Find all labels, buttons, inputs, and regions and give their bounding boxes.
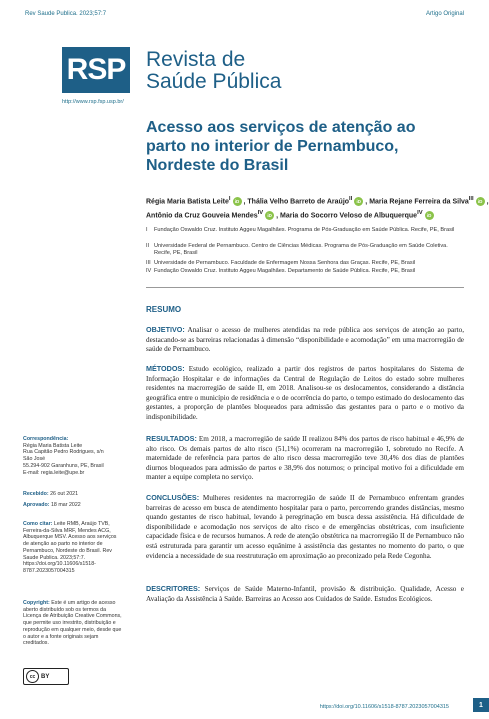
correspondence [23,436,123,476]
correspondence-line: 55.294-902 Garanhuns, PE, Brasil [23,462,104,469]
copyright [23,600,123,647]
received-label: Recebido: [23,491,49,497]
journal-name-line1: Revista de [146,48,246,71]
cite-label: Como citar: [23,521,53,527]
page-number: 1 [473,698,489,712]
correspondence-line: Régia Maria Batista Leite [23,442,83,449]
orcid-icon[interactable]: iD [354,197,363,206]
abstract-methods [146,364,464,423]
author-affil-sup: II [349,196,353,202]
journal-url-link[interactable]: http://www.rsp.fsp.usp.br/ [62,99,124,105]
section-text: Analisar o acesso de mulheres atendidas na rede pública aos serviços de atenção ao parto, destacando-se as barreiras relacionadas à dimensão “disponibilidade e acomodação” em uma macrorregião de saúde de Pernambuco. [146,326,464,354]
author-affil-sup: III [468,196,474,202]
affiliation-text: Fundação Oswaldo Cruz. Instituto Aggeu Magalhães. Programa de Pós-Graduação em Saúde Pública. Recife, PE, Brasil [154,227,455,233]
author-affil-sup: IV [257,210,264,216]
author-name: Régia Maria Batista Leite [146,198,229,206]
approved-date [23,502,123,509]
abstract-descriptors [146,584,464,604]
cc-icon: cc [26,670,39,683]
journal-name-line2: Saúde Pública [146,70,282,93]
section-label: DESCRITORES: [146,584,201,593]
affiliation-number: II [146,243,150,249]
doi-link[interactable]: https://doi.org/10.11606/s1518-8787.2023057004315 [319,704,449,710]
section-label: MÉTODOS: [146,364,185,373]
abstract-objective [146,325,464,355]
authors-line-2: Antônio da Cruz Gouveia Mendes$^{IV}$ iD , Maria do Socorro Veloso de Albuquerque$^{IV}$ iD [146,210,436,220]
affiliation-4 [146,268,466,275]
copyright-text: Este é um artigo de acesso aberto distribuído sob os termos da Licença de Atribuição Creative Commons, que permite uso irrestrito, distribuição e reprodução em qualquer meio, desde que o autor e a fonte originais sejam creditados. [23,600,122,647]
cc-by-license-badge[interactable] [23,668,69,685]
affiliation-text: Fundação Oswaldo Cruz. Instituto Aggeu Magalhães. Departamento de Saúde Pública. Recife, PE, Brasil [154,268,416,274]
authors-line-1: Régia Maria Batista Leite$^I$ iD , Thália Velho Barreto de Araújo$^{II}$ iD , Maria Rejane Ferreira da Silva$^{III}$ iD , [146,196,489,206]
section-label: RESULTADOS: [146,434,197,443]
journal-citation: Rev Saude Publica. 2023;57:7 [25,11,107,17]
affiliation-number: III [146,260,151,266]
orcid-icon[interactable]: iD [265,211,274,220]
correspondence-email[interactable]: E-mail: regia.leite@upe.br [23,469,85,476]
abstract-results [146,434,464,483]
section-text: Estudo ecológico, realizado a partir dos registros de partos hospitalares do Sistema de Informação Hospitalar e de informações da Central de Regulação de Leitos do estado sobre mulheres residentes na macrorregião de saúde II, em 2018. Analisou-se os deslocamentos, considerando a distância geográfica entre o município de residência e o de ocorrência do parto, o tempo estimado do deslocamento das gestantes, a proporção de plantões bloqueados para admissão das gestantes para o parto e o motivo da indisponibilidade. [146,365,464,421]
copyright-label: Copyright: [23,600,50,606]
author-affil-sup: IV [417,210,423,216]
approved-value: 18 mar 2022 [50,502,81,508]
author-affil-sup: I [228,196,231,202]
correspondence-line: São José [23,456,46,463]
received-date [23,491,123,498]
author-name: Antônio da Cruz Gouveia Mendes [146,212,258,220]
correspondence-label: Correspondência: [23,436,69,442]
affiliation-number: IV [146,268,152,274]
journal-logo: RSP [62,47,130,93]
article-title: Acesso aos serviços de atenção ao parto no interior de Pernambuco, Nordeste do Brasil [146,119,416,174]
abstract-heading: RESUMO [146,305,182,314]
abstract-conclusions [146,493,464,561]
article-type: Artigo Original [425,11,464,17]
affiliation-text: Universidade Federal de Pernambuco. Centro de Ciências Médicas. Programa de Pós-Graduação em Saúde Coletiva. Recife, PE, Brasil [154,243,448,256]
affiliation-1 [146,227,466,234]
author-name: Maria Rejane Ferreira da Silva [369,198,469,206]
cite-text: Leite RMB, Araújo TVB, Ferreira-da-Silva MRF, Mendes ACG, Albuquerque MSV. Acesso aos serviços de atenção ao parto no interior de Pernambuco, Nordeste do Brasil. Rev Saude Publica. 2023;57:7. https://doi.org/10.11606/s1518-8787.2023057004315 [23,521,117,574]
orcid-icon[interactable]: iD [425,211,434,220]
how-to-cite [23,521,123,575]
correspondence-line: Rua Capitão Pedro Rodrigues, s/n [23,449,104,456]
section-label: OBJETIVO: [146,325,185,334]
section-text: Em 2018, a macrorregião de saúde II realizou 84% dos partos de risco habitual e 46,9% de alto risco. Os demais partos de alto risco (51,1%) ocorreram na macrorregião I, sobretudo no Recife. A maternidade de referência para partos de alto risco dessa macrorregião teve 30,4% dos dias de plantões diurnos bloqueados para admissão de partos e 38,9% dos noturnos; o principal motivo foi a dificuldade em manter a equipe completa no serviço. [146,435,465,482]
divider [146,287,464,288]
received-value: 26 out 2021 [50,491,79,497]
affiliation-text: Universidade de Pernambuco. Faculdade de Enfermagem Nossa Senhora das Graças. Recife, PE, Brasil [154,260,416,266]
author-name: Maria do Socorro Veloso de Albuquerque [280,212,418,220]
section-label: CONCLUSÕES: [146,493,200,502]
by-label: BY [41,673,50,680]
affiliation-3 [146,260,466,267]
section-text: Mulheres residentes na macrorregião de saúde II de Pernambuco enfrentam grandes barreiras de acesso em busca de atendimento hospitalar para o parto, percorrendo grandes distâncias, mesmo quando gestantes de risco habitual, levando à peregrinação em busca dessa assistência. Há dificuldade de disponibilidade e acomodação nos serviços de alto risco e de emergências obstétricas, com insuficiente capacidade física e de recursos humanos. A rede de atenção obstétrica na macrorregião II de Pernambuco não está estruturada para garantir um acesso equânime à assistência das gestantes no momento do parto, o que evidencia a necessidade de sua reestruturação em aproximação ao preconizado pela Rede Cegonha. [146,494,464,560]
affiliation-number: I [146,227,148,233]
section-text: Serviços de Saúde Materno-Infantil, provisão & distribuição. Qualidade, Acesso e Avaliação da Assistência à Saúde. Barreiras ao Acesso aos Cuidados de Saúde. Estudos Ecológicos. [146,585,464,603]
affiliation-2 [146,243,466,257]
orcid-icon[interactable]: iD [476,197,485,206]
author-name: Thália Velho Barreto de Araújo [247,198,350,206]
orcid-icon[interactable]: iD [233,197,242,206]
approved-label: Aprovado: [23,502,50,508]
